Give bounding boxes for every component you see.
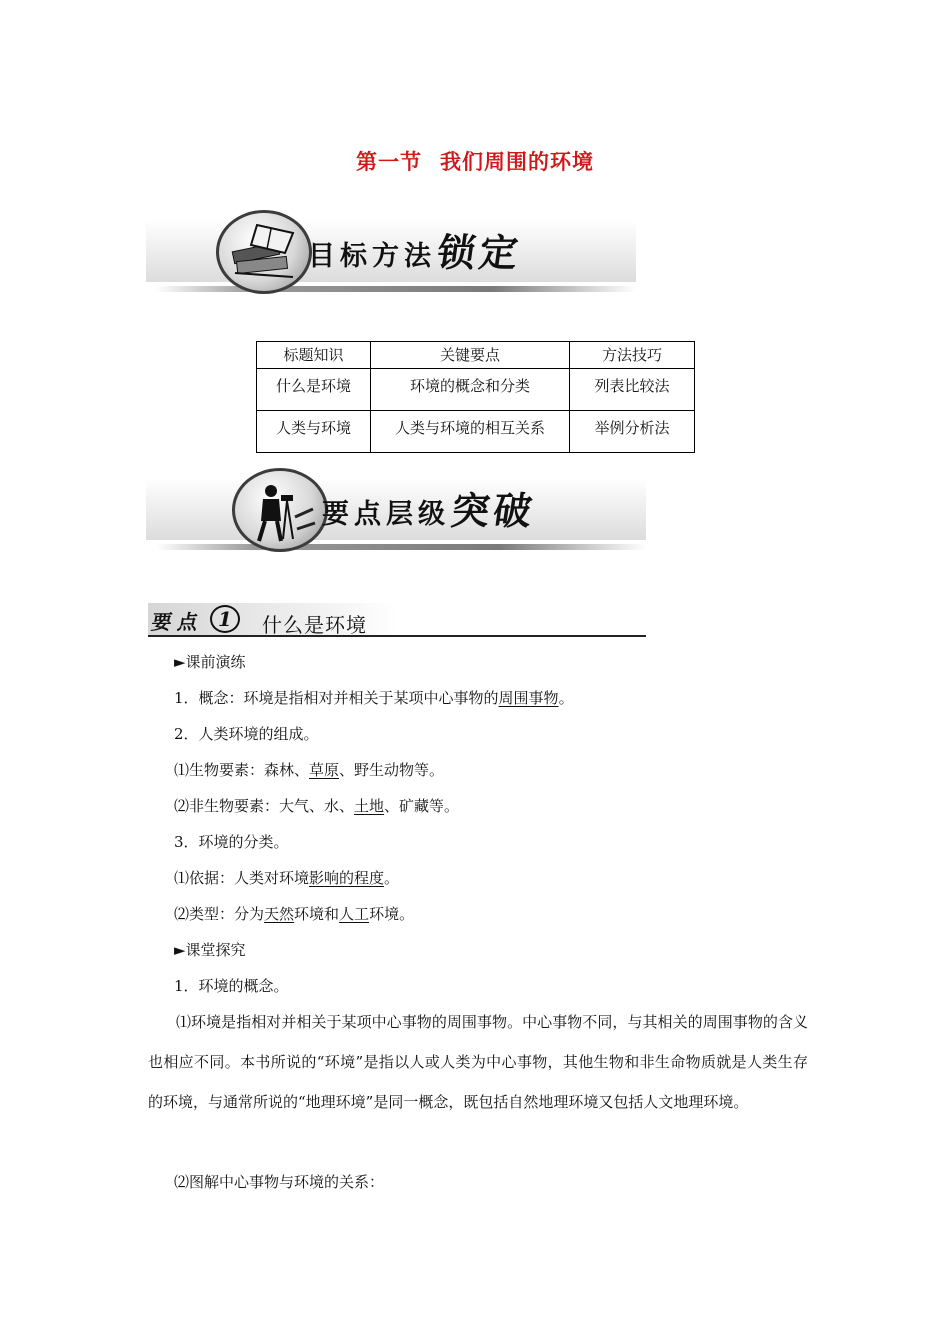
banner-goal-big: 锁定: [434, 230, 525, 275]
table-cell: 什么是环境: [257, 369, 371, 411]
table-header: 方法技巧: [570, 342, 695, 369]
table-header: 关键要点: [371, 342, 570, 369]
table-row: [257, 411, 695, 453]
table-cell: 举例分析法: [570, 411, 695, 453]
banner-goal-small: 目标方法: [308, 241, 436, 272]
section-heading: ►课前演练: [174, 653, 246, 671]
keypoint-number: 1: [210, 605, 240, 633]
books-icon: [216, 210, 312, 294]
section-heading: ►课堂探究: [174, 941, 246, 959]
text-line: 1．概念：环境是指相对并相关于某项中心事物的周围事物。: [174, 689, 574, 707]
page-title: [0, 146, 950, 176]
text-line: 2．人类环境的组成。: [174, 725, 319, 743]
surveyor-icon: [232, 468, 328, 552]
keypoint-label: 要点: [149, 610, 206, 634]
chapter-number: 第一节: [356, 150, 422, 174]
text-line: 3．环境的分类。: [174, 833, 289, 851]
paragraph: ⑴环境是指相对并相关于某项中心事物的周围事物。中心事物不同，与其相关的周围事物的含义也相应不同。本书所说的“环境”是指以人或人类为中心事物，其他生物和非生命物质就是人类生存的环境，与通常所说的“地理环境”是同一概念，既包括自然地理环境又包括人文地理环境。: [148, 1013, 808, 1111]
table-cell: 环境的概念和分类: [371, 369, 570, 411]
text-line: ⑴依据：人类对环境影响的程度。: [174, 869, 400, 887]
text-line: ⑴生物要素：森林、草原、野生动物等。: [174, 761, 445, 779]
chapter-name: 我们周围的环境: [440, 150, 594, 174]
table-row: [257, 369, 695, 411]
banner-breakthrough-small: 要点层级: [322, 499, 450, 530]
goal-banner: [146, 210, 636, 294]
table-cell: 列表比较法: [570, 369, 695, 411]
table-cell: 人类与环境: [257, 411, 371, 453]
text-line: ⑵图解中心事物与环境的关系：: [174, 1173, 385, 1191]
keypoint-header: [148, 603, 646, 639]
table-header: 标题知识: [257, 342, 371, 369]
goal-table: [256, 341, 695, 453]
breakthrough-banner: [146, 468, 646, 552]
text-line: ⑵非生物要素：大气、水、土地、矿藏等。: [174, 797, 460, 815]
table-cell: 人类与环境的相互关系: [371, 411, 570, 453]
banner-breakthrough-big: 突破: [448, 488, 539, 533]
text-line: ⑵类型：分为天然环境和人工环境。: [174, 905, 415, 923]
text-line: 1．环境的概念。: [174, 977, 289, 995]
keypoint-name: 什么是环境: [262, 613, 367, 637]
